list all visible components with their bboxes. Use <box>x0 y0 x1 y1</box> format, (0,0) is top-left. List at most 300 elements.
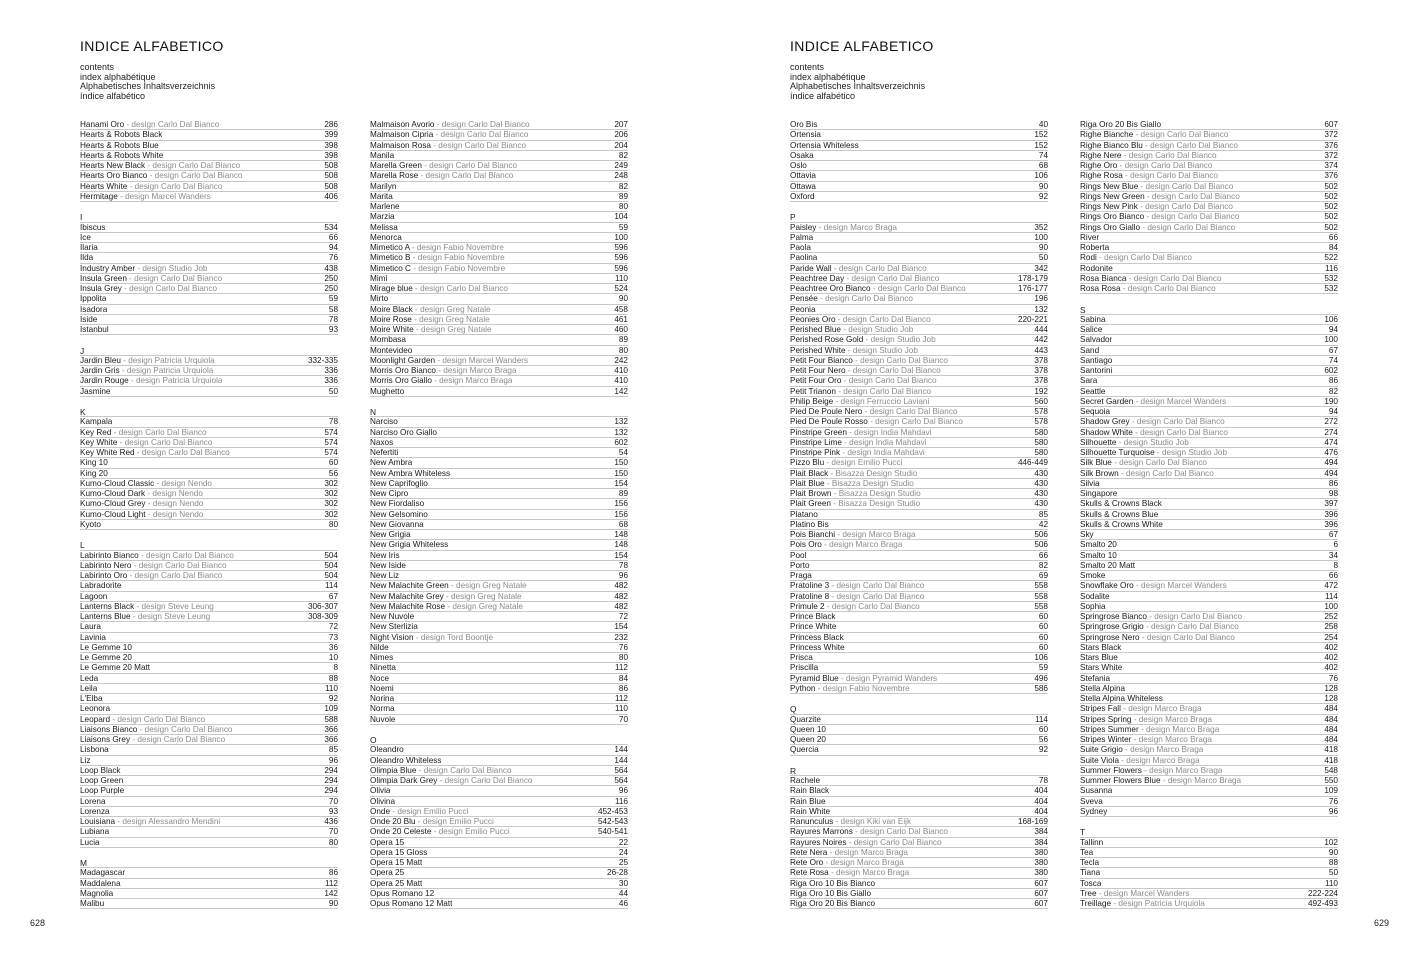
entry-page: 502 <box>1324 212 1338 222</box>
entry-page: 106 <box>1324 314 1338 324</box>
entry-label <box>80 725 232 734</box>
entry-label <box>370 438 393 447</box>
index-entry <box>790 243 1048 253</box>
entry-name: Malmaison Cipria <box>370 130 434 140</box>
entry-name: Nimes <box>370 653 394 662</box>
entry-name: Opera 25 <box>370 868 405 878</box>
entry-label <box>790 346 918 355</box>
entry-label <box>80 284 217 293</box>
entry-designer: design Carlo Dal Bianco <box>836 581 925 591</box>
entry-label <box>80 520 101 529</box>
entry-name: Python <box>790 683 816 693</box>
entry-name: Madagascar <box>80 868 126 878</box>
entry-name: Prince White <box>790 622 837 632</box>
entry-name: New Cipro <box>370 489 409 498</box>
entry-separator: - <box>830 499 839 509</box>
entry-label <box>1080 274 1222 283</box>
index-entry <box>370 305 628 315</box>
entry-label <box>80 151 163 160</box>
index-column <box>790 120 1048 909</box>
entry-label <box>370 653 393 662</box>
entry-designer: design Carlo Dal Bianco <box>425 171 514 181</box>
entry-label <box>80 510 203 519</box>
index-entry <box>80 264 338 274</box>
section-letter: O <box>370 735 628 745</box>
entry-label <box>790 376 937 385</box>
entry-separator: - <box>1120 284 1128 293</box>
index-entry <box>370 171 628 181</box>
entry-label <box>790 612 836 621</box>
entry-page: 8 <box>1333 560 1338 570</box>
section-spacer <box>80 202 338 212</box>
entry-designer: design Marcel Wanders <box>1103 888 1190 898</box>
entry-name: Rayures Marrons <box>790 827 853 837</box>
entry-page: 116 <box>614 796 628 806</box>
entry-label <box>80 223 105 232</box>
index-entry <box>1080 479 1338 489</box>
entry-name: Riga Oro 10 Bis Bianco <box>790 878 876 888</box>
entry-name: King 10 <box>80 458 108 468</box>
index-entry <box>80 684 338 694</box>
index-entry <box>790 530 1048 540</box>
index-entry <box>370 325 628 335</box>
entry-page: 93 <box>328 806 338 816</box>
entry-page: 294 <box>324 776 338 785</box>
entry-page: 67 <box>1328 345 1338 355</box>
entry-name: Pratoline 8 <box>790 591 830 601</box>
entry-separator: - <box>117 191 126 201</box>
entry-name: Peachtree Day <box>790 273 845 283</box>
index-entry <box>790 561 1048 571</box>
entry-label <box>370 592 522 601</box>
index-entry <box>370 643 628 653</box>
index-entry <box>370 387 628 397</box>
entry-page: 76 <box>1328 796 1338 806</box>
entry-label <box>790 838 942 847</box>
entry-page: 502 <box>1324 202 1338 211</box>
entry-separator: - <box>1133 396 1141 406</box>
entry-name: Malibu <box>80 899 105 908</box>
entry-separator: - <box>411 314 420 324</box>
index-entry <box>370 182 628 192</box>
entry-separator: - <box>430 140 439 150</box>
entry-label <box>1080 182 1233 191</box>
entry-name: Olivia <box>370 786 391 796</box>
entry-page: 602 <box>1324 366 1338 375</box>
index-entry <box>80 438 338 448</box>
page-title: INDICE ALFABETICO <box>790 38 934 54</box>
entry-page: 40 <box>1038 120 1048 129</box>
entry-page: 532 <box>1324 273 1338 283</box>
entry-name: Sara <box>1080 376 1098 386</box>
entry-label <box>80 756 90 765</box>
index-entry <box>80 479 338 489</box>
entry-page: 378 <box>1034 355 1048 365</box>
entry-label <box>370 889 434 898</box>
entry-name: Snowflake Oro <box>1080 581 1134 591</box>
entry-label <box>790 479 914 488</box>
index-entry <box>790 653 1048 663</box>
entry-page: 70 <box>328 796 338 806</box>
entry-page: 574 <box>324 437 338 447</box>
entry-page: 249 <box>614 161 628 170</box>
entry-label <box>370 202 400 211</box>
entry-designer: design Carlo Dal Bianco <box>1147 222 1236 232</box>
entry-name: Opus Romano 12 Matt <box>370 899 453 908</box>
entry-designer: design Greg Natale <box>420 304 491 314</box>
index-entry <box>1080 571 1338 581</box>
entry-label <box>80 786 124 795</box>
entry-page: 67 <box>328 591 338 601</box>
entry-name: Paisley <box>790 222 817 232</box>
entry-name: Petit Four Nero <box>790 366 846 375</box>
entry-name: Key White <box>80 437 118 447</box>
entry-name: Morris Oro Giallo <box>370 376 432 386</box>
index-entry <box>370 592 628 602</box>
entry-page: 150 <box>614 468 628 478</box>
index-entry <box>1080 417 1338 427</box>
entry-label <box>1080 520 1163 529</box>
entry-label <box>370 192 393 201</box>
entry-page: 168-169 <box>1017 817 1048 826</box>
subtitle-line: índice alfabético <box>80 90 146 101</box>
entry-separator: - <box>1137 202 1146 211</box>
index-entry <box>1080 838 1338 848</box>
entry-separator: - <box>413 632 421 642</box>
entry-designer: design Patricia Urquiola <box>128 355 215 365</box>
entry-page: 502 <box>1324 191 1338 201</box>
entry-designer: design Marcel Wanders <box>1140 581 1227 591</box>
entry-designer: design Carlo Dal Bianco <box>853 837 942 847</box>
entry-page: 508 <box>324 181 338 191</box>
page-title: INDICE ALFABETICO <box>80 38 224 54</box>
entry-page: 90 <box>618 294 628 304</box>
entry-label <box>80 643 132 652</box>
entry-designer: design Marco Braga <box>1130 745 1204 755</box>
entry-page: 80 <box>618 653 628 662</box>
index-entry <box>370 899 628 909</box>
entry-label <box>790 653 813 662</box>
entry-designer: design Carlo Dal Bianco <box>1151 191 1240 201</box>
entry-page: 596 <box>614 243 628 252</box>
index-entry <box>1080 120 1338 130</box>
entry-designer: design Carlo Dal Bianco <box>848 376 937 386</box>
index-entry <box>790 674 1048 684</box>
entry-label <box>1080 786 1112 795</box>
entry-name: Key Red <box>80 427 112 437</box>
entry-designer: design Carlo Dal Bianco <box>144 724 233 734</box>
index-entry <box>370 858 628 868</box>
entry-label <box>370 356 528 365</box>
entry-separator: - <box>846 837 854 847</box>
entry-designer: design Carlo Dal Bianco <box>852 366 941 375</box>
entry-name: Skulls & Crowns Blue <box>1080 509 1159 519</box>
entry-separator: - <box>138 550 146 560</box>
index-entry <box>790 335 1048 345</box>
entry-separator: - <box>817 294 826 304</box>
index-entry <box>80 643 338 653</box>
entry-page: 98 <box>1328 489 1338 498</box>
entry-label <box>790 499 920 508</box>
index-entry <box>370 366 628 376</box>
entry-label <box>1080 499 1162 508</box>
entry-separator: - <box>127 571 135 580</box>
entry-label <box>1080 581 1227 590</box>
entry-label <box>790 622 836 631</box>
index-entry <box>1080 489 1338 499</box>
entry-name: Opera 15 <box>370 837 405 847</box>
entry-page: 92 <box>1038 745 1048 755</box>
index-entry <box>1080 612 1338 622</box>
entry-label <box>370 274 388 283</box>
index-entry <box>370 879 628 889</box>
entry-label <box>370 151 394 160</box>
entry-name: Labradorite <box>80 581 122 591</box>
entry-separator: - <box>841 376 849 386</box>
entry-separator: - <box>828 868 836 878</box>
entry-label <box>790 715 821 724</box>
entry-page: 542-543 <box>597 817 628 826</box>
index-entry <box>370 264 628 274</box>
index-entry <box>370 151 628 161</box>
index-entry <box>370 192 628 202</box>
entry-label <box>790 725 826 734</box>
entry-page: 96 <box>618 571 628 580</box>
entry-label <box>790 858 904 867</box>
entry-name: Riga Oro 10 Bis Giallo <box>790 888 871 898</box>
index-entry <box>370 817 628 827</box>
entry-label <box>80 551 234 560</box>
entry-name: Ottawa <box>790 181 816 191</box>
index-entry <box>790 264 1048 274</box>
entry-page: 94 <box>1328 407 1338 416</box>
entry-designer: design Carlo Dal Bianco <box>117 714 206 724</box>
entry-name: Treillage <box>1080 899 1112 908</box>
index-entry <box>1080 602 1338 612</box>
entry-name: Prince Black <box>790 612 836 621</box>
entry-label <box>370 479 428 488</box>
entry-name: Kumo-Cloud Grey <box>80 499 146 509</box>
entry-label <box>790 448 925 457</box>
entry-name: Santiago <box>1080 355 1113 365</box>
index-entry <box>370 745 628 755</box>
entry-page: 80 <box>618 345 628 355</box>
entry-label <box>370 858 422 867</box>
entry-name: Mimetico C <box>370 263 411 273</box>
entry-name: Oslo <box>790 161 807 170</box>
entry-name: Nilde <box>370 642 389 652</box>
entry-name: Lavinia <box>80 632 106 642</box>
entry-label <box>1080 212 1239 221</box>
index-entry <box>790 817 1048 827</box>
entry-page: 50 <box>1038 253 1048 263</box>
entry-name: Opera 15 Gloss <box>370 847 428 857</box>
entry-label <box>1080 551 1117 560</box>
entry-label <box>370 776 532 785</box>
index-entry <box>790 643 1048 653</box>
entry-designer: design Fabio Novembre <box>822 683 910 693</box>
entry-name: New Ambra <box>370 458 413 468</box>
index-entry <box>1080 735 1338 745</box>
entry-page: 372 <box>1324 130 1338 140</box>
entry-page: 73 <box>328 632 338 642</box>
entry-designer: design Carlo Dal Bianco <box>877 284 966 293</box>
entry-label <box>80 766 121 775</box>
entry-label <box>1080 233 1099 242</box>
entry-page: 142 <box>614 386 628 396</box>
entry-name: Louisiana <box>80 817 116 826</box>
entry-name: Summer Flowers Blue <box>1080 776 1161 785</box>
index-entry <box>80 879 338 889</box>
index-entry <box>790 889 1048 899</box>
entry-page: 26-28 <box>607 868 628 878</box>
entry-name: Opera 25 Matt <box>370 878 423 888</box>
entry-label <box>790 233 813 242</box>
entry-page: 596 <box>614 253 628 263</box>
entry-page: 68 <box>618 519 628 529</box>
index-entry <box>790 233 1048 243</box>
index-entry <box>80 622 338 632</box>
entry-page: 220-221 <box>1017 314 1048 324</box>
entry-separator: - <box>433 130 441 140</box>
entry-name: Hanami Oro <box>80 120 125 129</box>
entry-page: 76 <box>618 642 628 652</box>
entry-name: New Giovanna <box>370 519 424 529</box>
index-entry <box>1080 633 1338 643</box>
entry-label <box>370 325 492 334</box>
entry-label <box>80 448 230 457</box>
index-entry <box>80 653 338 663</box>
index-entry <box>790 315 1048 325</box>
entry-name: New Liz <box>370 571 400 580</box>
entry-name: Industry Amber <box>80 263 136 273</box>
entry-separator: - <box>437 776 445 785</box>
entry-label <box>80 182 222 191</box>
index-entry <box>790 827 1048 837</box>
entry-designer: design Studio Job <box>1123 437 1189 447</box>
index-entry <box>1080 253 1338 263</box>
entry-label <box>370 663 396 672</box>
entry-page: 114 <box>1034 714 1048 724</box>
entry-label <box>370 499 424 508</box>
index-entry <box>790 294 1048 304</box>
entry-label <box>790 745 819 754</box>
entry-page: 548 <box>1324 765 1338 775</box>
entry-label <box>1080 838 1103 847</box>
entry-name: New Iris <box>370 550 400 560</box>
entry-name: Righe Nere <box>1080 150 1122 160</box>
index-entry <box>1080 879 1338 889</box>
entry-page: 154 <box>614 478 628 488</box>
entry-page: 90 <box>1038 181 1048 191</box>
index-entry <box>1080 899 1338 909</box>
entry-label <box>790 868 909 877</box>
entry-label <box>790 510 818 519</box>
entry-name: Pizzo Blu <box>790 458 825 468</box>
entry-name: Righe Rosa <box>1080 171 1123 181</box>
entry-label <box>80 817 220 826</box>
entry-label <box>370 469 450 478</box>
entry-label <box>370 120 530 129</box>
entry-page: 461 <box>614 314 628 324</box>
entry-label <box>370 315 490 324</box>
entry-name: King 20 <box>80 468 108 478</box>
entry-label <box>1080 438 1189 447</box>
entry-designer: design Steve Leung <box>141 601 214 611</box>
index-entry <box>790 223 1048 233</box>
entry-separator: - <box>147 171 155 181</box>
entry-page: 68 <box>1038 161 1048 170</box>
entry-name: Quercia <box>790 745 819 755</box>
entry-page: 90 <box>328 899 338 908</box>
index-entry <box>370 520 628 530</box>
entry-page: 558 <box>1034 601 1048 611</box>
index-entry <box>370 417 628 427</box>
entry-separator: - <box>1111 458 1120 468</box>
section-spacer <box>790 202 1048 212</box>
entry-name: New Grigia Whiteless <box>370 540 449 550</box>
index-entry <box>80 120 338 130</box>
entry-label <box>790 571 812 580</box>
index-entry <box>370 335 628 345</box>
entry-separator: - <box>134 448 142 457</box>
entry-name: Liz <box>80 755 91 765</box>
entry-designer: design Fabio Novembre <box>417 253 505 263</box>
entry-label <box>790 335 936 344</box>
index-entry <box>80 469 338 479</box>
entry-page: 34 <box>1328 550 1338 560</box>
entry-page: 430 <box>1034 499 1048 509</box>
entry-label <box>790 817 911 826</box>
entry-label <box>80 868 125 877</box>
entry-name: Seattle <box>1080 386 1106 396</box>
entry-page: 100 <box>1034 232 1048 242</box>
entry-separator: - <box>824 478 832 488</box>
entry-name: New Ambra Whiteless <box>370 468 451 478</box>
section-letter: R <box>790 766 1048 776</box>
entry-name: Sveva <box>1080 796 1103 806</box>
entry-designer: design Carlo Dal Bianco <box>134 181 223 191</box>
entry-page: 380 <box>1034 868 1048 878</box>
entry-name: Salvador <box>1080 335 1113 345</box>
entry-page: 372 <box>1324 150 1338 160</box>
entry-name: Pensée <box>790 294 818 304</box>
entry-name: New Nuvole <box>370 612 415 621</box>
index-entry <box>80 756 338 766</box>
entry-name: Insula Green <box>80 273 127 283</box>
entry-page: 254 <box>1324 632 1338 642</box>
entry-page: 366 <box>324 724 338 734</box>
entry-label <box>80 622 101 631</box>
entry-separator: - <box>1142 140 1151 150</box>
entry-label <box>1080 315 1106 324</box>
entry-name: Olivina <box>370 796 396 806</box>
entry-separator: - <box>128 376 136 386</box>
entry-separator: - <box>1143 622 1151 632</box>
entry-page: 294 <box>324 765 338 775</box>
entry-label <box>80 243 98 252</box>
entry-label <box>370 182 396 191</box>
entry-separator: - <box>409 243 417 252</box>
entry-name: Rete Oro <box>790 858 824 867</box>
entry-name: Sequoia <box>1080 407 1111 416</box>
entry-label <box>790 264 927 273</box>
index-entry <box>1080 745 1338 755</box>
entry-separator: - <box>418 171 426 181</box>
entry-name: Peachtree Oro Bianco <box>790 284 871 293</box>
entry-label <box>1080 776 1241 785</box>
entry-label <box>1080 633 1235 642</box>
